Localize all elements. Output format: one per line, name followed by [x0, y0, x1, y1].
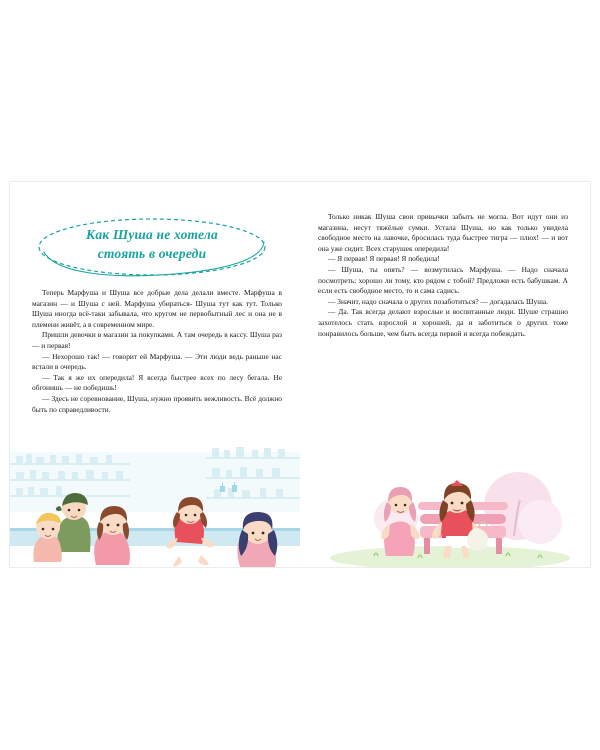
- paragraph: Теперь Марфуша и Шуша все добрые дела делали вместе. Марфуша в магазин — и Шуша с ней. Марфуша убираться- Шуша тут как тут. Только Шуша иногда всё-таки забывала, что кругом не первобытный лес и она не в племени живёт, а в современном мире.: [32, 288, 282, 329]
- paragraph: — Нехорошо так! — говорит ей Марфуша. — Эти люди ведь раньше нас встали в очередь.: [32, 351, 282, 372]
- shop-queue-illustration: [10, 434, 300, 567]
- chapter-title-oval: [34, 216, 270, 278]
- book-spread: [10, 182, 590, 567]
- paragraph: — Да. Так всегда делают взрослые и воспитанные люди. Шуше страшно захотелось стать взрослой и хорошей, да и заботиться о других тоже понравилось больше, чем быть всегда первой и всегда побеждать.: [318, 307, 568, 338]
- paragraph: Пришли девочки в магазин за покупками. А там очередь в кассу. Шуша раз — и первая!: [32, 330, 282, 350]
- paragraph: Только никак Шуша свои привычки забыть не могла. Вот идут они из магазина, несут тяжёлые сумки. Устала Шуша, но как только увидела свободное место на лавочке, бросилась туда быстрее тигра — плюх! — и вот она уже сидит. Всех старушек опередила!: [318, 212, 568, 253]
- right-page-body: [318, 212, 568, 339]
- page-title: [34, 225, 270, 263]
- paragraph: — Шуша, ты опять? — возмутилась Марфуша. — Надо сначала посмотреть: хорошо ли тому, кто рядом с тобой? Предложи есть бабушкам. А если есть свободное место, то и сама садись.: [318, 264, 568, 296]
- bench-illustration: [300, 440, 590, 567]
- page-title-line-1: Как Шуша не хотела: [86, 227, 218, 242]
- paragraph: — Так я же их опередила! Я всегда быстрее всех по лесу бегала. Не обгонишь — не победишь!: [32, 372, 282, 393]
- paragraph: — Здесь не соревнование, Шуша, нужно проявить вежливость. Всё должно быть по справедливости.: [32, 393, 282, 414]
- paragraph: — Значит, надо сначала о других позаботиться? — догадалась Шуша.: [328, 296, 549, 306]
- left-page-body: [32, 288, 282, 415]
- page-title-line-2: стоять в очереди: [97, 246, 207, 261]
- paragraph: — Я первая! Я первая! Я победила!: [328, 254, 440, 264]
